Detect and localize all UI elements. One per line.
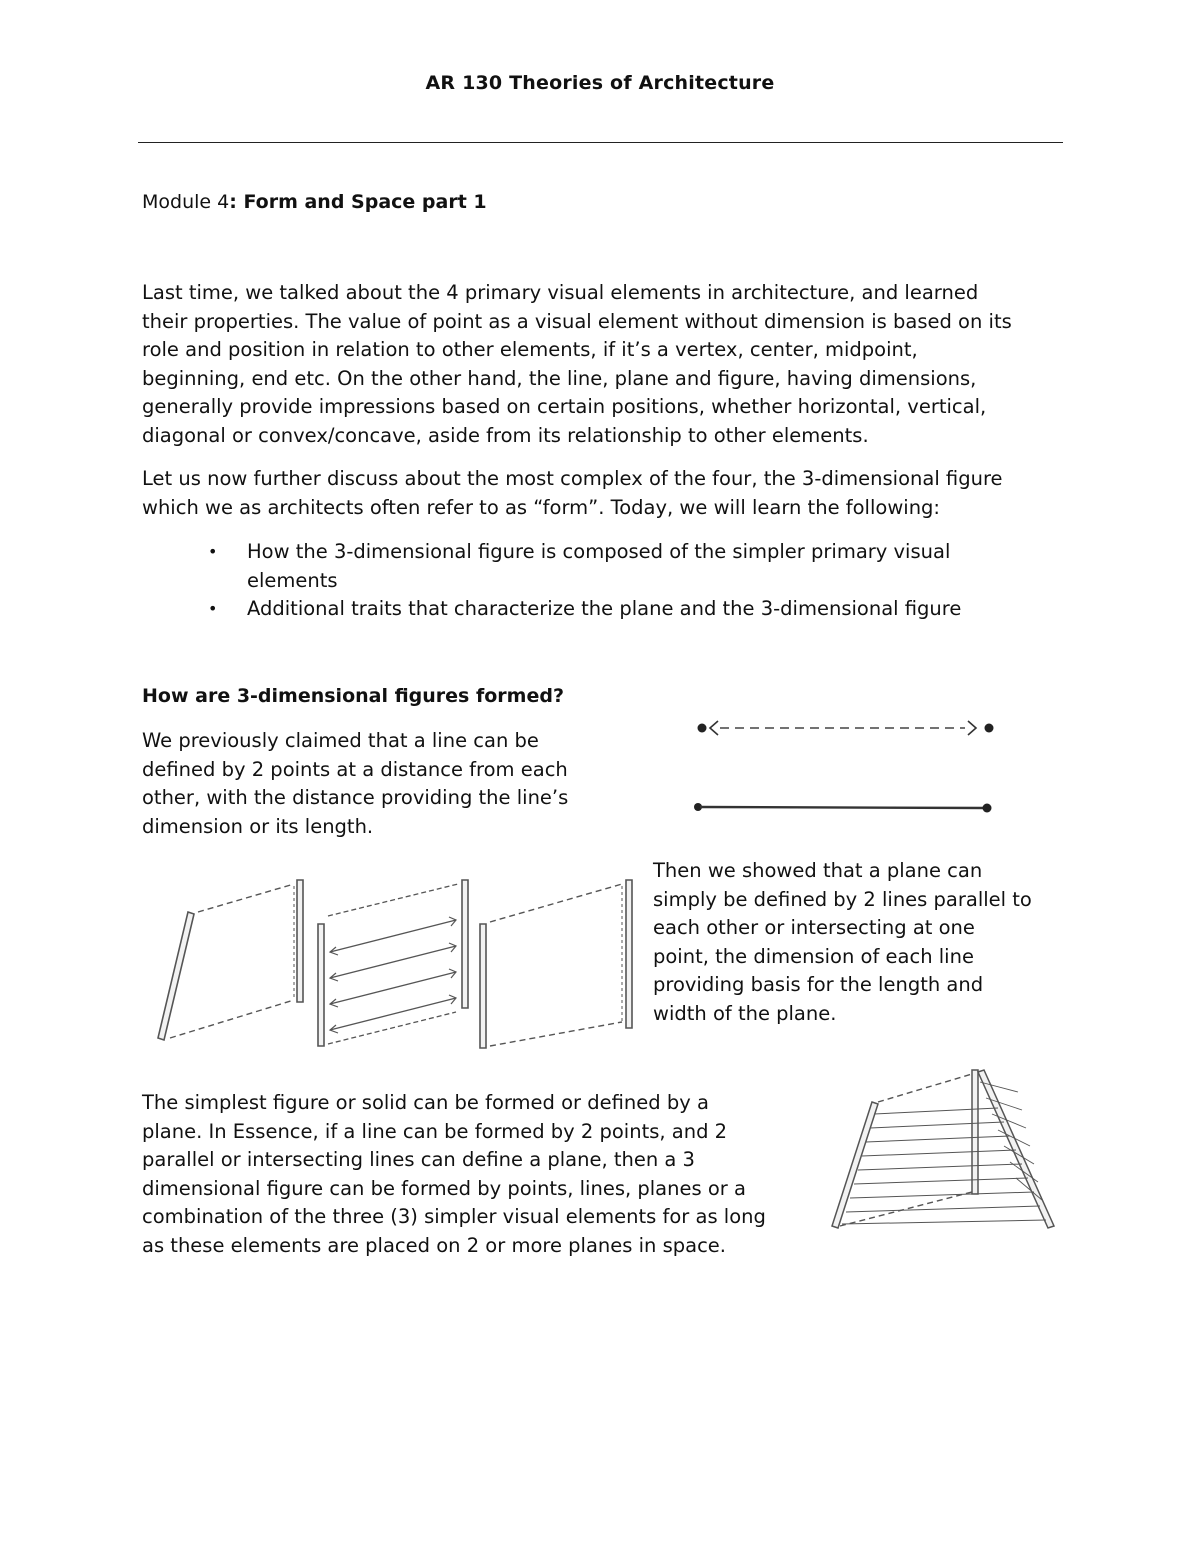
text-line: plane. In Essence, if a line can be formed by 2 points, and 2 xyxy=(142,1119,728,1143)
text-line: width of the plane. xyxy=(653,1001,837,1025)
list-item xyxy=(208,538,1028,595)
learning-objectives-list xyxy=(208,538,1028,624)
text-line: dimension or its length. xyxy=(142,814,374,838)
plane-diagram-left xyxy=(158,880,303,1040)
text-line: How the 3-dimensional figure is composed of the simpler primary visual xyxy=(247,540,951,563)
text-line: parallel or intersecting lines can define a plane, then a 3 xyxy=(142,1148,695,1172)
plane-diagram-right xyxy=(480,880,632,1048)
section-heading: How are 3-dimensional figures formed? xyxy=(142,685,564,707)
text-line: each other or intersecting at one xyxy=(653,916,975,940)
text-line: Then we showed that a plane can xyxy=(653,859,983,882)
text-line: beginning, end etc. On the other hand, the line, plane and figure, having dimensions, xyxy=(142,366,977,390)
dashed-line-with-arrows xyxy=(698,721,994,735)
module-label: Module 4 xyxy=(142,191,230,213)
intro-paragraph xyxy=(142,279,1072,451)
text-line: elements xyxy=(247,568,338,592)
plane-diagram-middle xyxy=(318,880,468,1046)
module-title xyxy=(142,191,487,213)
course-title: AR 130 Theories of Architecture xyxy=(425,72,775,94)
text-line: Let us now further discuss about the most complex of the four, the 3-dimensional figure xyxy=(142,467,1003,490)
text-line: The simplest figure or solid can be formed or defined by a xyxy=(142,1091,709,1114)
text-line: other, with the distance providing the line’s xyxy=(142,786,569,810)
text-line: dimensional figure can be formed by points, lines, planes or a xyxy=(142,1176,746,1200)
list-item xyxy=(208,595,1028,624)
text-line: point, the dimension of each line xyxy=(653,944,974,968)
module-name: Form and Space part 1 xyxy=(243,191,487,213)
text-line: diagonal or convex/concave, aside from its relationship to other elements. xyxy=(142,423,869,447)
figure-paragraph xyxy=(142,1089,822,1261)
discussion-paragraph xyxy=(142,465,1072,522)
text-line: simply be defined by 2 lines parallel to xyxy=(653,887,1032,911)
text-line: role and position in relation to other elements, if it’s a vertex, center, midpoint, xyxy=(142,338,918,362)
line-paragraph xyxy=(142,727,632,841)
bullet-icon: • xyxy=(208,542,218,561)
text-line: generally provide impressions based on certain positions, whether horizontal, vertical, xyxy=(142,395,987,419)
solid-from-planes-illustration xyxy=(828,1062,1060,1237)
text-line: defined by 2 points at a distance from each xyxy=(142,757,568,781)
text-line: as these elements are placed on 2 or more planes in space. xyxy=(142,1233,726,1257)
module-separator: : xyxy=(229,191,244,213)
bullet-icon: • xyxy=(208,599,218,619)
plane-from-lines-illustration xyxy=(150,872,650,1052)
text-line: combination of the three (3) simpler visual elements for as long xyxy=(142,1205,766,1229)
text-line: providing basis for the length and xyxy=(653,973,984,997)
line-from-points-illustration xyxy=(690,708,1000,828)
text-line: their properties. The value of point as a visual element without dimension is based on its xyxy=(142,309,1012,333)
text-line: Additional traits that characterize the plane and the 3-dimensional figure xyxy=(247,597,962,621)
solid-line xyxy=(694,803,992,813)
text-line: which we as architects often refer to as “form”. Today, we will learn the following: xyxy=(142,495,940,519)
plane-paragraph xyxy=(653,857,1073,1029)
text-line: Last time, we talked about the 4 primary visual elements in architecture, and learned xyxy=(142,281,979,304)
header-divider xyxy=(138,142,1063,143)
text-line: We previously claimed that a line can be xyxy=(142,729,539,752)
